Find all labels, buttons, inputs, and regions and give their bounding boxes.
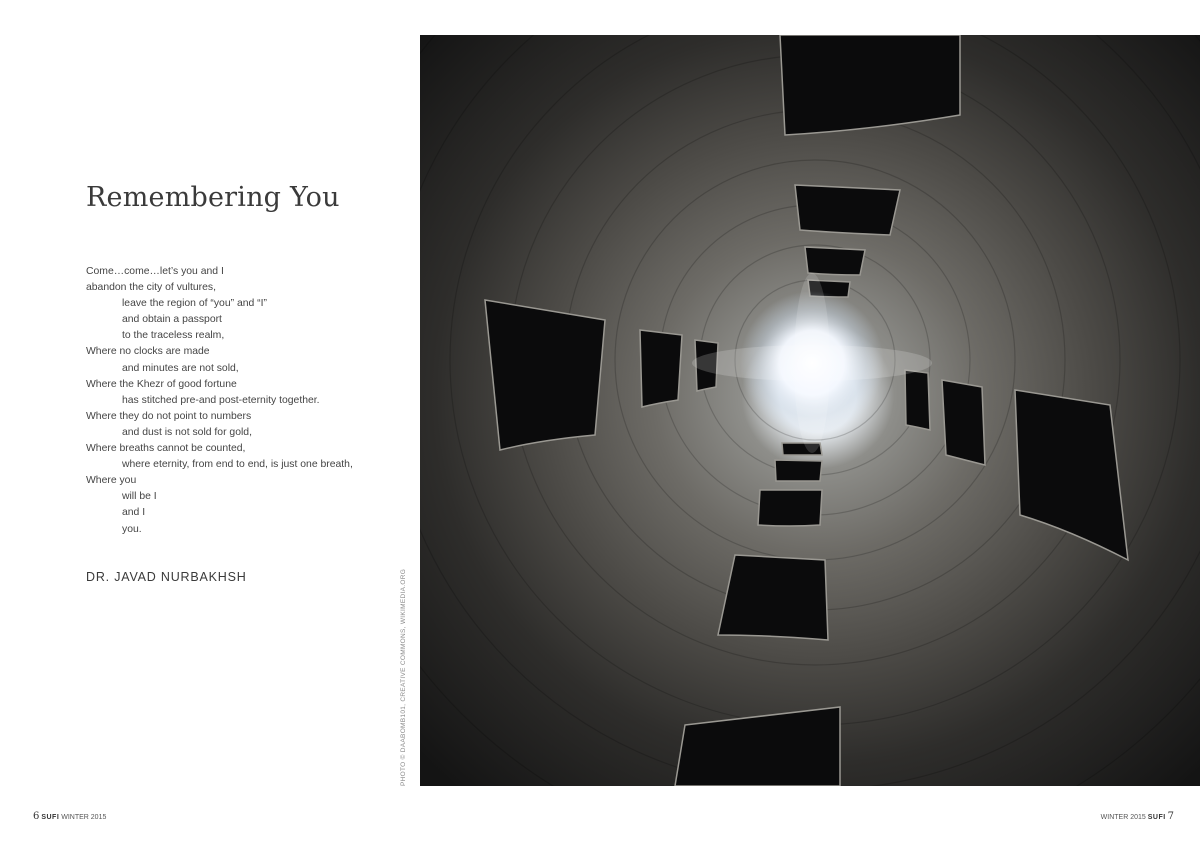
poem-line: you. (122, 523, 142, 535)
poem-line: where eternity, from end to end, is just one breath, (122, 459, 353, 471)
issue-right: WINTER 2015 (1100, 814, 1146, 821)
poem-line: Where they do not point to numbers (86, 410, 252, 422)
poem-line: Where the Khezr of good fortune (86, 378, 237, 390)
poem-line: has stitched pre-and post-eternity together. (122, 394, 320, 406)
brand-left: SUFI (41, 814, 60, 821)
poem-line: and I (122, 507, 146, 519)
folio-right (1101, 811, 1174, 822)
page-number-right: 7 (1167, 811, 1174, 822)
poem-line: Come…come…let’s you and I (86, 266, 224, 277)
poem-line: and dust is not sold for gold, (122, 426, 252, 438)
poem (86, 264, 406, 538)
stairwell-photo (420, 35, 1200, 786)
poem-line: abandon the city of vultures, (86, 282, 216, 294)
author-byline: DR. JAVAD NURBAKHSH (86, 570, 247, 584)
poem-line: Where no clocks are made (86, 346, 210, 358)
photo-credit: PHOTO © DAABOMB101, CREATIVE COMMONS, WIKIMEDIA.ORG (400, 568, 407, 786)
poem-line: leave the region of “you” and “I” (122, 298, 267, 310)
article-title: Remembering You (86, 182, 340, 213)
poem-line: will be I (122, 491, 157, 503)
left-page (0, 0, 420, 848)
stairwell-illustration (420, 35, 1200, 786)
poem-line: to the traceless realm, (122, 330, 225, 342)
poem-line: and minutes are not sold, (122, 362, 239, 374)
brand-right: SUFI (1147, 814, 1166, 821)
poem-line: Where you (86, 475, 137, 487)
issue-left: WINTER 2015 (61, 814, 107, 821)
folio-left (33, 811, 106, 822)
poem-line: and obtain a passport (122, 314, 222, 326)
poem-line: Where breaths cannot be counted, (86, 443, 246, 455)
page-number-left: 6 (33, 811, 40, 822)
